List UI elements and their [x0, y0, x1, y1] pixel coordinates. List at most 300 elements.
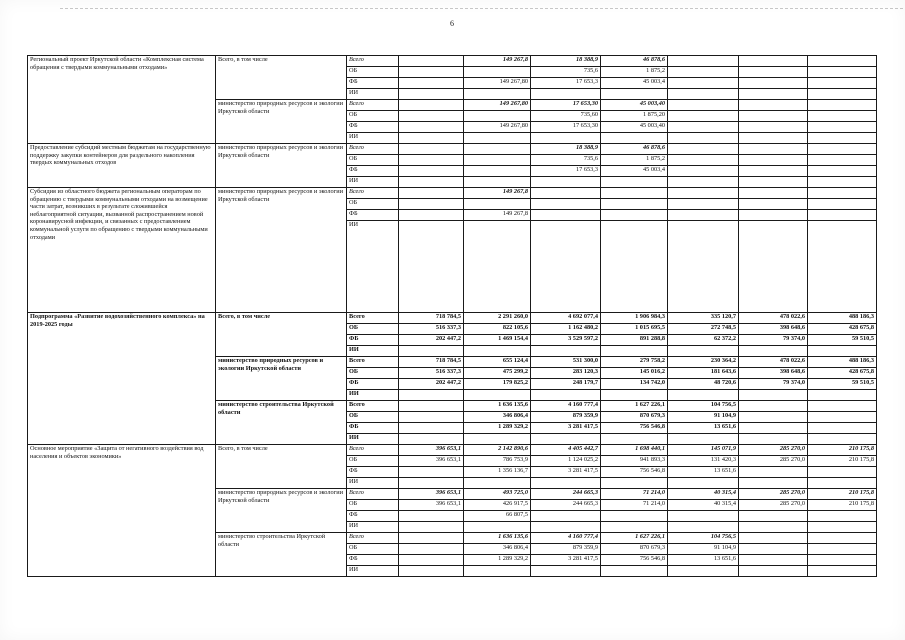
funding-source-cell: ОБ [347, 500, 399, 511]
amount-cell: 45 003,4 [601, 166, 668, 177]
funding-source-cell: ОБ [347, 155, 399, 166]
amount-cell [808, 155, 877, 166]
amount-cell [601, 133, 668, 144]
amount-cell: 756 546,8 [601, 467, 668, 478]
amount-cell: 4 692 077,4 [531, 313, 601, 324]
amount-cell [464, 111, 531, 122]
amount-cell: 478 022,6 [739, 313, 808, 324]
funding-source-cell: ФБ [347, 379, 399, 390]
amount-cell [808, 177, 877, 188]
amount-cell: 145 016,2 [601, 368, 668, 379]
amount-cell [668, 434, 739, 445]
amount-cell [739, 423, 808, 434]
amount-cell [668, 166, 739, 177]
executor-cell: министерство природных ресурсов и экологии Иркутской области [216, 100, 347, 144]
amount-cell [668, 566, 739, 577]
amount-cell [668, 56, 739, 67]
amount-cell [464, 221, 531, 313]
amount-cell [531, 177, 601, 188]
amount-cell [739, 210, 808, 221]
funding-source-cell: Всего [347, 533, 399, 544]
amount-cell [808, 401, 877, 412]
amount-cell: 104 756,5 [668, 533, 739, 544]
funding-source-cell: ИИ [347, 522, 399, 533]
amount-cell: 718 784,5 [399, 357, 464, 368]
amount-cell [531, 210, 601, 221]
amount-cell: 1 875,2 [601, 67, 668, 78]
amount-cell [668, 346, 739, 357]
funding-source-cell: ОБ [347, 199, 399, 210]
funding-source-cell: ОБ [347, 456, 399, 467]
funding-source-cell: ОБ [347, 67, 399, 78]
amount-cell [399, 390, 464, 401]
funding-source-cell: ФБ [347, 210, 399, 221]
funding-source-cell: ФБ [347, 555, 399, 566]
amount-cell [399, 522, 464, 533]
amount-cell: 1 162 480,2 [531, 324, 601, 335]
amount-cell [531, 188, 601, 199]
amount-cell: 4 405 442,7 [531, 445, 601, 456]
amount-cell: 426 917,5 [464, 500, 531, 511]
amount-cell [808, 346, 877, 357]
amount-cell [808, 434, 877, 445]
amount-cell [531, 522, 601, 533]
funding-source-cell: Всего [347, 100, 399, 111]
amount-cell: 1 636 135,6 [464, 533, 531, 544]
amount-cell [464, 133, 531, 144]
amount-cell: 48 720,6 [668, 379, 739, 390]
funding-source-cell: ФБ [347, 467, 399, 478]
amount-cell [464, 346, 531, 357]
amount-cell: 285 270,0 [739, 489, 808, 500]
scan-top-rule [60, 8, 903, 9]
amount-cell: 91 104,9 [668, 412, 739, 423]
executor-cell: министерство строительства Иркутской области [216, 533, 347, 577]
amount-cell: 493 725,0 [464, 489, 531, 500]
amount-cell [464, 67, 531, 78]
amount-cell: 655 124,4 [464, 357, 531, 368]
amount-cell: 104 756,5 [668, 401, 739, 412]
amount-cell: 756 546,8 [601, 423, 668, 434]
amount-cell [399, 89, 464, 100]
amount-cell: 346 806,4 [464, 412, 531, 423]
amount-cell: 516 337,3 [399, 368, 464, 379]
amount-cell [668, 177, 739, 188]
funding-source-cell: ОБ [347, 324, 399, 335]
amount-cell [531, 199, 601, 210]
funding-source-cell: ОБ [347, 544, 399, 555]
funding-source-cell: ФБ [347, 166, 399, 177]
page-number: 6 [450, 19, 454, 28]
amount-cell: 398 648,6 [739, 368, 808, 379]
amount-cell [464, 166, 531, 177]
amount-cell [668, 478, 739, 489]
program-name-cell: Подпрограмма «Развитие водохозяйственного комплекса» на 2019-2025 годы [28, 313, 216, 445]
amount-cell [668, 199, 739, 210]
funding-source-cell: ИИ [347, 89, 399, 100]
amount-cell [531, 221, 601, 313]
amount-cell: 244 665,3 [531, 500, 601, 511]
amount-cell [739, 555, 808, 566]
amount-cell: 396 653,1 [399, 445, 464, 456]
amount-cell: 1 906 984,3 [601, 313, 668, 324]
amount-cell [739, 144, 808, 155]
amount-cell [739, 221, 808, 313]
funding-source-cell: Всего [347, 445, 399, 456]
amount-cell [601, 199, 668, 210]
amount-cell: 1 289 329,2 [464, 423, 531, 434]
amount-cell: 879 359,9 [531, 544, 601, 555]
amount-cell [601, 221, 668, 313]
amount-cell: 786 753,9 [464, 456, 531, 467]
amount-cell: 870 679,3 [601, 412, 668, 423]
program-name-cell: Предоставление субсидий местным бюджетам на государственную поддержку закупки контейнеров для раздельного накопления твердых коммунальных отходов [28, 144, 216, 188]
amount-cell: 149 267,8 [464, 56, 531, 67]
amount-cell: 285 270,0 [739, 445, 808, 456]
amount-cell [531, 566, 601, 577]
amount-cell: 516 337,3 [399, 324, 464, 335]
table-row [28, 445, 877, 456]
amount-cell: 1 627 226,1 [601, 401, 668, 412]
amount-cell: 45 003,40 [601, 122, 668, 133]
amount-cell [531, 89, 601, 100]
amount-cell: 1 698 440,1 [601, 445, 668, 456]
amount-cell [531, 390, 601, 401]
funding-source-cell: Всего [347, 489, 399, 500]
amount-cell: 79 374,0 [739, 335, 808, 346]
amount-cell [808, 423, 877, 434]
amount-cell [808, 144, 877, 155]
amount-cell [739, 78, 808, 89]
amount-cell: 488 186,3 [808, 357, 877, 368]
executor-cell: министерство природных ресурсов и экологии Иркутской области [216, 357, 347, 401]
table-row [28, 188, 877, 199]
amount-cell [399, 423, 464, 434]
amount-cell: 1 875,2 [601, 155, 668, 166]
amount-cell: 40 315,4 [668, 500, 739, 511]
executor-cell: министерство природных ресурсов и экологии Иркутской области [216, 489, 347, 533]
amount-cell [399, 533, 464, 544]
amount-cell [739, 89, 808, 100]
amount-cell [668, 89, 739, 100]
amount-cell [601, 188, 668, 199]
amount-cell: 3 281 417,5 [531, 423, 601, 434]
amount-cell: 17 653,3 [531, 166, 601, 177]
funding-source-cell: Всего [347, 144, 399, 155]
amount-cell [399, 478, 464, 489]
amount-cell: 475 299,2 [464, 368, 531, 379]
funding-source-cell: ИИ [347, 434, 399, 445]
amount-cell [399, 122, 464, 133]
amount-cell: 3 529 597,2 [531, 335, 601, 346]
executor-cell: министерство природных ресурсов и экологии Иркутской области [216, 144, 347, 188]
amount-cell [739, 133, 808, 144]
amount-cell [399, 511, 464, 522]
amount-cell: 149 267,80 [464, 100, 531, 111]
amount-cell [399, 67, 464, 78]
amount-cell [464, 177, 531, 188]
amount-cell [808, 100, 877, 111]
amount-cell: 179 825,2 [464, 379, 531, 390]
amount-cell: 71 214,0 [601, 489, 668, 500]
amount-cell [399, 401, 464, 412]
amount-cell: 149 267,80 [464, 122, 531, 133]
funding-source-cell: ФБ [347, 78, 399, 89]
amount-cell [739, 67, 808, 78]
amount-cell [399, 346, 464, 357]
amount-cell [668, 155, 739, 166]
amount-cell: 1 636 135,6 [464, 401, 531, 412]
amount-cell [399, 188, 464, 199]
amount-cell [739, 434, 808, 445]
amount-cell [739, 522, 808, 533]
amount-cell [739, 467, 808, 478]
amount-cell [808, 111, 877, 122]
amount-cell [399, 177, 464, 188]
amount-cell [739, 511, 808, 522]
funding-source-cell: ФБ [347, 122, 399, 133]
amount-cell [739, 100, 808, 111]
amount-cell: 4 160 777,4 [531, 401, 601, 412]
amount-cell: 45 003,4 [601, 78, 668, 89]
amount-cell: 59 510,5 [808, 335, 877, 346]
funding-source-cell: ОБ [347, 368, 399, 379]
amount-cell: 59 510,5 [808, 379, 877, 390]
amount-cell [739, 188, 808, 199]
amount-cell [464, 522, 531, 533]
amount-cell [399, 467, 464, 478]
amount-cell [399, 144, 464, 155]
amount-cell [601, 210, 668, 221]
amount-cell [739, 166, 808, 177]
amount-cell: 210 175,8 [808, 489, 877, 500]
amount-cell [601, 522, 668, 533]
amount-cell: 531 300,0 [531, 357, 601, 368]
amount-cell [399, 199, 464, 210]
amount-cell [808, 511, 877, 522]
table-body [28, 56, 877, 577]
amount-cell: 13 651,6 [668, 555, 739, 566]
amount-cell [601, 511, 668, 522]
amount-cell [601, 177, 668, 188]
amount-cell [739, 544, 808, 555]
amount-cell: 396 653,1 [399, 500, 464, 511]
amount-cell [399, 133, 464, 144]
amount-cell: 149 267,80 [464, 78, 531, 89]
amount-cell: 879 359,9 [531, 412, 601, 423]
amount-cell: 4 160 777,4 [531, 533, 601, 544]
amount-cell: 230 364,2 [668, 357, 739, 368]
amount-cell: 941 893,3 [601, 456, 668, 467]
table-row [28, 56, 877, 67]
amount-cell: 1 124 025,2 [531, 456, 601, 467]
amount-cell: 1 469 154,4 [464, 335, 531, 346]
amount-cell [464, 566, 531, 577]
amount-cell [808, 390, 877, 401]
amount-cell: 335 120,7 [668, 313, 739, 324]
funding-source-cell: ФБ [347, 423, 399, 434]
amount-cell [464, 390, 531, 401]
amount-cell [399, 544, 464, 555]
amount-cell: 210 175,8 [808, 500, 877, 511]
amount-cell: 428 675,8 [808, 368, 877, 379]
amount-cell: 279 758,2 [601, 357, 668, 368]
amount-cell [531, 434, 601, 445]
amount-cell: 40 315,4 [668, 489, 739, 500]
program-name-cell: Субсидия из областного бюджета региональным операторам по обращению с твердыми коммунальными отходами на возмещение части затрат, возникших в результате сложившейся неблагоприятной ситуации, вызванной распространением новой коронавирусной инфекции, и связанных с предоставлением коммунальной услуги по обращению с твердыми коммунальными отходами [28, 188, 216, 313]
amount-cell: 822 105,6 [464, 324, 531, 335]
amount-cell: 488 186,3 [808, 313, 877, 324]
amount-cell: 248 179,7 [531, 379, 601, 390]
amount-cell: 285 270,0 [739, 500, 808, 511]
amount-cell [808, 78, 877, 89]
amount-cell [464, 199, 531, 210]
amount-cell [808, 533, 877, 544]
amount-cell: 181 643,6 [668, 368, 739, 379]
funding-source-cell: ИИ [347, 177, 399, 188]
amount-cell [808, 467, 877, 478]
amount-cell: 891 288,8 [601, 335, 668, 346]
amount-cell [808, 133, 877, 144]
amount-cell [668, 221, 739, 313]
funding-source-cell: ИИ [347, 133, 399, 144]
amount-cell [668, 122, 739, 133]
amount-cell: 735,60 [531, 111, 601, 122]
amount-cell: 1 289 329,2 [464, 555, 531, 566]
amount-cell [601, 566, 668, 577]
amount-cell: 346 806,4 [464, 544, 531, 555]
amount-cell [739, 533, 808, 544]
funding-source-cell: ИИ [347, 221, 399, 313]
amount-cell [601, 478, 668, 489]
amount-cell: 149 267,8 [464, 188, 531, 199]
amount-cell: 3 281 417,5 [531, 555, 601, 566]
amount-cell: 71 214,0 [601, 500, 668, 511]
amount-cell [739, 346, 808, 357]
amount-cell: 1 015 695,5 [601, 324, 668, 335]
amount-cell: 478 022,6 [739, 357, 808, 368]
amount-cell: 396 653,1 [399, 456, 464, 467]
amount-cell [668, 390, 739, 401]
amount-cell: 202 447,2 [399, 379, 464, 390]
funding-source-cell: ОБ [347, 412, 399, 423]
amount-cell [808, 566, 877, 577]
amount-cell [601, 390, 668, 401]
amount-cell: 62 372,2 [668, 335, 739, 346]
amount-cell [399, 78, 464, 89]
amount-cell [808, 478, 877, 489]
amount-cell: 145 071,9 [668, 445, 739, 456]
amount-cell: 17 653,3 [531, 78, 601, 89]
amount-cell [739, 122, 808, 133]
funding-source-cell: ОБ [347, 111, 399, 122]
table-row [28, 313, 877, 324]
funding-source-cell: ИИ [347, 390, 399, 401]
amount-cell: 79 374,0 [739, 379, 808, 390]
amount-cell [739, 155, 808, 166]
executor-cell: Всего, в том числе [216, 313, 347, 357]
amount-cell [601, 346, 668, 357]
amount-cell [668, 522, 739, 533]
amount-cell [808, 221, 877, 313]
funding-source-cell: Всего [347, 56, 399, 67]
amount-cell: 13 651,6 [668, 423, 739, 434]
executor-cell: Всего, в том числе [216, 56, 347, 100]
amount-cell [808, 199, 877, 210]
amount-cell [808, 555, 877, 566]
amount-cell [808, 544, 877, 555]
amount-cell [668, 210, 739, 221]
funding-source-cell: ИИ [347, 566, 399, 577]
amount-cell [668, 78, 739, 89]
amount-cell [531, 478, 601, 489]
amount-cell [668, 188, 739, 199]
amount-cell: 1 356 136,7 [464, 467, 531, 478]
amount-cell [739, 56, 808, 67]
amount-cell: 272 748,5 [668, 324, 739, 335]
amount-cell [399, 555, 464, 566]
amount-cell: 735,6 [531, 155, 601, 166]
amount-cell [399, 111, 464, 122]
amount-cell: 283 120,3 [531, 368, 601, 379]
amount-cell: 2 142 890,6 [464, 445, 531, 456]
amount-cell [808, 188, 877, 199]
funding-source-cell: ИИ [347, 346, 399, 357]
amount-cell: 149 267,8 [464, 210, 531, 221]
amount-cell: 46 878,6 [601, 56, 668, 67]
amount-cell [739, 177, 808, 188]
funding-source-cell: Всего [347, 188, 399, 199]
amount-cell [668, 144, 739, 155]
amount-cell: 18 388,9 [531, 56, 601, 67]
executor-cell: министерство природных ресурсов и экологии Иркутской области [216, 188, 347, 313]
table-row [28, 144, 877, 155]
program-name-cell: Региональный проект Иркутской области «Комплексная система обращения с твердыми коммунальными отходами» [28, 56, 216, 144]
amount-cell: 17 653,30 [531, 122, 601, 133]
amount-cell [531, 133, 601, 144]
amount-cell [739, 478, 808, 489]
amount-cell [808, 56, 877, 67]
amount-cell [739, 390, 808, 401]
amount-cell [668, 511, 739, 522]
funding-source-cell: ФБ [347, 335, 399, 346]
amount-cell: 1 875,20 [601, 111, 668, 122]
amount-cell: 131 420,3 [668, 456, 739, 467]
amount-cell [399, 412, 464, 423]
amount-cell: 210 175,8 [808, 445, 877, 456]
funding-source-cell: Всего [347, 357, 399, 368]
amount-cell [808, 166, 877, 177]
amount-cell [464, 89, 531, 100]
amount-cell: 2 291 260,0 [464, 313, 531, 324]
amount-cell [668, 111, 739, 122]
amount-cell [399, 221, 464, 313]
amount-cell [739, 401, 808, 412]
amount-cell [601, 434, 668, 445]
amount-cell: 396 653,1 [399, 489, 464, 500]
amount-cell [668, 67, 739, 78]
amount-cell: 3 281 417,5 [531, 467, 601, 478]
funding-source-cell: ИИ [347, 478, 399, 489]
amount-cell: 18 388,9 [531, 144, 601, 155]
amount-cell [399, 56, 464, 67]
amount-cell [531, 346, 601, 357]
amount-cell: 756 546,8 [601, 555, 668, 566]
amount-cell [739, 412, 808, 423]
amount-cell [739, 566, 808, 577]
funding-source-cell: ФБ [347, 511, 399, 522]
amount-cell: 46 878,6 [601, 144, 668, 155]
